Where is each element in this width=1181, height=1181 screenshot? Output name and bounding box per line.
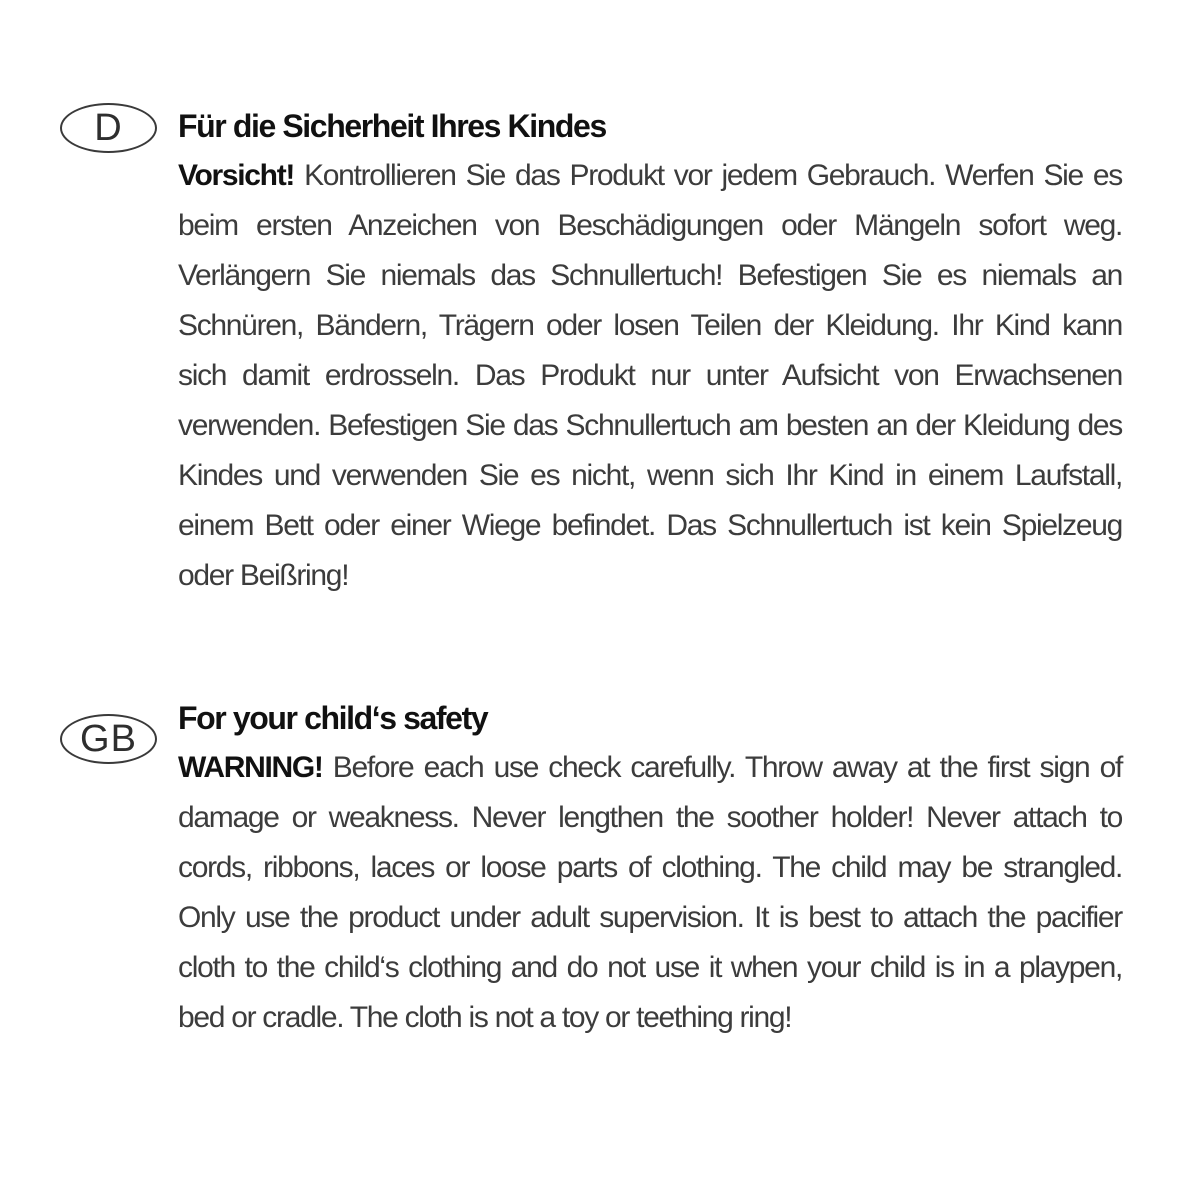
english-warning-text	[178, 743, 1122, 1043]
english-heading: For your child‘s safety	[178, 700, 488, 736]
english-warning-lead: WARNING!	[178, 751, 323, 784]
german-heading: Für die Sicherheit Ihres Kindes	[178, 108, 606, 144]
german-warning-body: Kontrollieren Sie das Produkt vor jedem Gebrauch. Werfen Sie es beim ersten Anzeichen von Beschädigungen oder Mängeln sofort weg. Verlängern Sie niemals das Schnullertuch! Befestigen Sie es niemals an Schnüren, Bändern, Trägern oder losen Teilen der Kleidung. Ihr Kind kann sich damit erdrosseln. Das Produkt nur unter Aufsicht von Erwachsenen verwenden. Befestigen Sie das Schnullertuch am besten an der Kleidung des Kindes und verwenden Sie es nicht, wenn sich Ihr Kind in einem Laufstall, einem Bett oder einer Wiege befindet. Das Schnullertuch ist kein Spielzeug oder Beißring!	[178, 159, 1122, 592]
country-badge-gb: GB	[60, 714, 157, 764]
country-badge-d: D	[60, 103, 157, 153]
german-warning-lead: Vorsicht!	[178, 159, 295, 192]
english-content	[178, 693, 1122, 1043]
german-content	[178, 101, 1122, 601]
german-warning-text	[178, 151, 1122, 601]
english-warning-body: Before each use check carefully. Throw away at the first sign of damage or weakness. Never lengthen the soother holder! Never attach to cords, ribbons, laces or loose parts of clothing. The child may be strangled. Only use the product under adult supervision. It is best to attach the pacifier cloth to the child‘s clothing and do not use it when your child is in a playpen, bed or cradle. The cloth is not a toy or teething ring!	[178, 751, 1122, 1034]
